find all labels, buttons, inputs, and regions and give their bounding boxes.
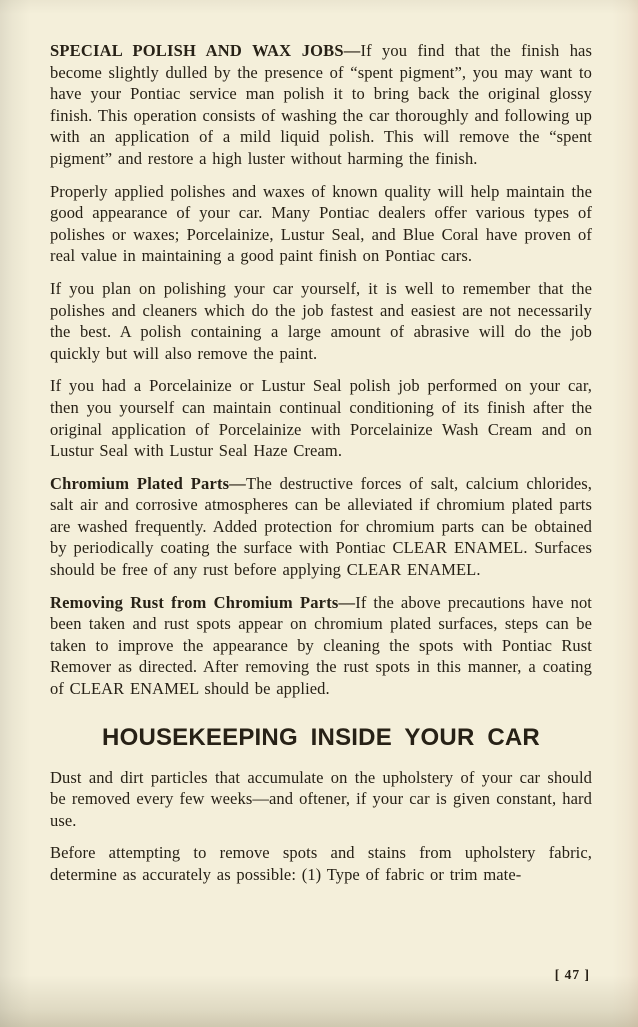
paragraph-body: The destructive forces of salt, calcium chlorides, salt air and corrosive atmospheres can be alleviated if chromium plated parts are washed frequently. Added protection for chromium parts can be obtained by periodically coating the surface with Pontiac CLEAR ENAMEL. Surfaces should be free of any rust before applying CLEAR ENAMEL. [50,473,592,580]
paragraph-body: If you plan on polishing your car yourself, it is well to remember that the polishes and cleaners which do the job fastest and easiest are not necessarily the best. A polish containing a large amount of abrasive will do the job quickly but will also remove the paint. [50,278,592,363]
paragraph [50,278,592,364]
section-heading: HOUSEKEEPING INSIDE YOUR CAR [102,723,540,751]
paragraph [50,181,592,267]
paragraph [50,842,592,885]
paragraph [50,767,592,832]
page-number: [ 47 ] [554,967,590,982]
paragraph-body: If you had a Porcelainize or Lustur Seal polish job performed on your car, then you yourself can maintain continual conditioning of its finish after the original application of Porcelainize with Porcelainize Wash Cream and on Lustur Seal with Lustur Seal Haze Cream. [50,376,592,461]
paragraph [50,375,592,461]
paragraph-body: If the above precautions have not been taken and rust spots appear on chromium plated surfaces, steps can be taken to improve the appearance by cleaning the spots with Pontiac Rust Remover as directed. After removing the rust spots in this manner, a coating of CLEAR ENAMEL should be applied. [50,592,592,699]
paragraph [50,40,592,170]
page-content [50,40,592,897]
paragraph-body: Properly applied polishes and waxes of known quality will help maintain the good appearance of your car. Many Pontiac dealers offer various types of polishes or waxes; Porcelainize, Lustur Seal, and Blue Coral have proven of real value in maintaining a good paint finish on Pontiac cars. [50,181,592,266]
paragraph-body: Dust and dirt particles that accumulate on the upholstery of your car should be removed every few weeks—and oftener, if your car is given constant, hard use. [50,767,592,830]
paragraph-body: If you find that the finish has become slightly dulled by the presence of “spent pigment”, you may want to have your Pontiac service man polish it to bring back the original glossy finish. This operation consists of washing the car thoroughly and following up with an application of a mild liquid polish. This will remove the “spent pigment” and restore a high luster without harming the finish. [50,41,592,168]
paragraph-body: Before attempting to remove spots and stains from upholstery fabric, determine as accurately as possible: (1) Type of fabric or trim mate- [50,843,592,884]
paragraph-lead: SPECIAL POLISH AND WAX JOBS— [50,41,361,60]
paragraph [50,473,592,581]
paragraph-lead: Chromium Plated Parts— [50,473,247,493]
paragraph [50,592,592,700]
paragraph-lead: Removing Rust from Chromium Parts— [50,592,356,612]
